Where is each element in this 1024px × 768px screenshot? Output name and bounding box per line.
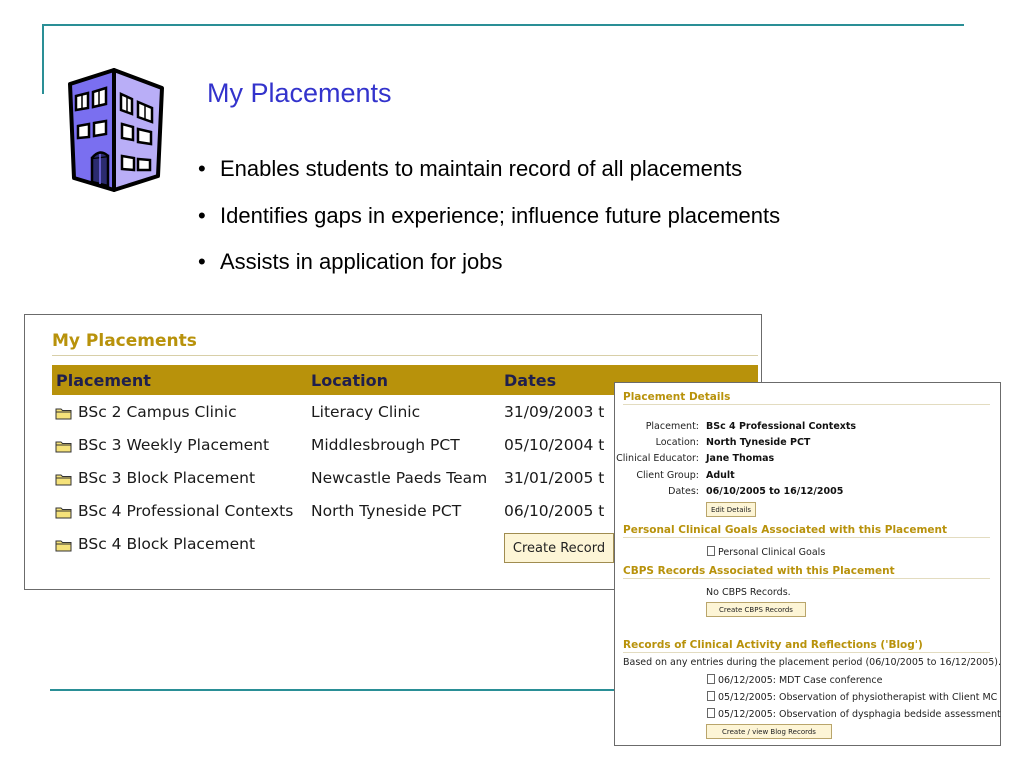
left-rule — [42, 24, 44, 94]
dates-cell: 31/09/2003 t — [504, 403, 605, 421]
placement-details-panel — [614, 382, 1001, 746]
placement-link[interactable]: BSc 3 Block Placement — [78, 469, 256, 487]
blog-record-link[interactable]: 05/12/2005: Observation of dysphagia bedside assessment — [718, 709, 1001, 720]
folder-icon — [55, 506, 72, 519]
placement-value: BSc 4 Professional Contexts — [706, 421, 857, 432]
location-cell: Literacy Clinic — [311, 403, 421, 421]
bullet-item — [198, 199, 780, 246]
bullet-marker: • — [198, 156, 206, 181]
section-divider — [623, 578, 990, 579]
location-cell: Middlesbrough PCT — [311, 436, 460, 454]
details-heading: Placement Details — [623, 391, 731, 403]
create-cbps-button[interactable]: Create CBPS Records — [706, 602, 806, 617]
cbps-heading: CBPS Records Associated with this Placement — [623, 565, 895, 577]
placement-label: Placement: — [645, 421, 699, 432]
section-divider — [623, 537, 990, 538]
folder-icon — [55, 539, 72, 552]
folder-icon — [55, 407, 72, 420]
column-header-placement: Placement — [56, 371, 151, 390]
bullet-list — [198, 152, 780, 292]
clinical-educator-value: Jane Thomas — [706, 453, 775, 464]
bullet-text: Assists in application for jobs — [220, 249, 503, 274]
bullet-item — [198, 152, 780, 199]
blog-intro-text: Based on any entries during the placement period (06/10/2005 to 16/12/2005). — [623, 657, 1001, 668]
heading-divider — [52, 355, 758, 356]
column-header-dates: Dates — [504, 371, 557, 390]
location-cell: North Tyneside PCT — [311, 502, 462, 520]
cbps-empty-text: No CBPS Records. — [706, 587, 791, 598]
goals-heading: Personal Clinical Goals Associated with this Placement — [623, 524, 948, 536]
placement-link[interactable]: BSc 2 Campus Clinic — [78, 403, 237, 421]
client-group-label: Client Group: — [636, 470, 699, 481]
blog-record-link[interactable]: 05/12/2005: Observation of physiotherapist with Client MC — [718, 692, 998, 703]
dates-label: Dates: — [668, 486, 699, 497]
create-record-button[interactable]: Create Record — [504, 533, 614, 563]
placement-link[interactable]: BSc 4 Professional Contexts — [78, 502, 294, 520]
blog-record-link[interactable]: 06/12/2005: MDT Case conference — [718, 675, 883, 686]
create-view-blog-button[interactable]: Create / view Blog Records — [706, 724, 832, 739]
placements-heading: My Placements — [52, 331, 197, 351]
column-header-location: Location — [311, 371, 388, 390]
slide-title: My Placements — [207, 78, 392, 108]
dates-cell: 05/10/2004 t — [504, 436, 605, 454]
section-divider — [623, 652, 990, 653]
location-value: North Tyneside PCT — [706, 437, 811, 448]
document-icon — [707, 674, 715, 684]
building-icon — [66, 66, 166, 196]
bullet-text: Enables students to maintain record of all placements — [220, 156, 743, 181]
edit-details-button[interactable]: Edit Details — [706, 502, 756, 517]
placement-link[interactable]: BSc 4 Block Placement — [78, 535, 256, 553]
client-group-value: Adult — [706, 470, 735, 481]
document-icon — [707, 691, 715, 701]
bottom-rule — [50, 689, 620, 691]
document-icon — [707, 546, 715, 556]
folder-icon — [55, 473, 72, 486]
placement-link[interactable]: BSc 3 Weekly Placement — [78, 436, 270, 454]
dates-value: 06/10/2005 to 16/12/2005 — [706, 486, 844, 497]
top-rule — [42, 24, 964, 26]
goals-link[interactable]: Personal Clinical Goals — [718, 547, 826, 558]
folder-icon — [55, 440, 72, 453]
blog-heading: Records of Clinical Activity and Reflections ('Blog') — [623, 639, 923, 651]
bullet-text: Identifies gaps in experience; influence future placements — [220, 202, 781, 228]
document-icon — [707, 708, 715, 718]
section-divider — [623, 404, 990, 405]
bullet-item — [198, 245, 780, 292]
bullet-marker: • — [198, 202, 206, 228]
dates-cell: 06/10/2005 t — [504, 502, 605, 520]
location-label: Location: — [655, 437, 699, 448]
location-cell: Newcastle Paeds Team — [311, 469, 488, 487]
dates-cell: 31/01/2005 t — [504, 469, 605, 487]
clinical-educator-label: Clinical Educator: — [616, 453, 699, 464]
bullet-marker: • — [198, 249, 206, 274]
